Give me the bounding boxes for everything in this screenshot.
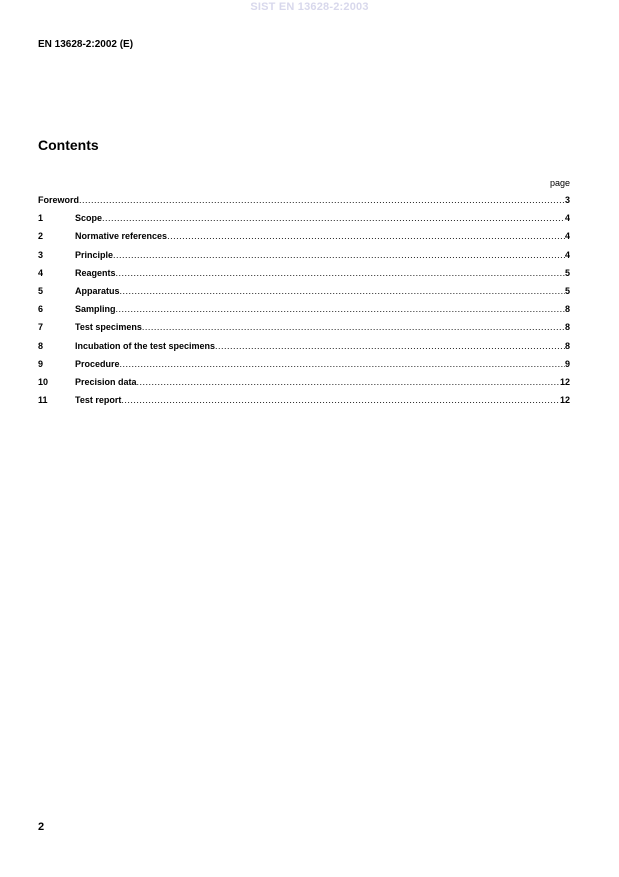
toc-leader-dots	[121, 395, 560, 406]
table-of-contents	[38, 195, 570, 413]
toc-entry-number: 5	[38, 285, 44, 296]
toc-entry-title: Scope	[75, 213, 103, 224]
contents-heading: Contents	[38, 137, 99, 153]
toc-entry-procedure[interactable]	[38, 359, 570, 377]
toc-entry-page: 4	[564, 231, 570, 242]
toc-entry-foreword[interactable]	[38, 195, 570, 213]
toc-leader-dots	[113, 250, 565, 261]
toc-entry-page: 5	[564, 267, 570, 278]
toc-entry-number: 3	[38, 249, 44, 260]
toc-entry-title: Incubation of the test specimens	[75, 340, 216, 351]
toc-entry-principle[interactable]	[38, 250, 570, 268]
toc-entry-number: 10	[38, 376, 49, 387]
toc-leader-dots	[137, 377, 560, 388]
toc-leader-dots	[120, 359, 565, 370]
toc-leader-dots	[142, 322, 565, 333]
toc-entry-apparatus[interactable]	[38, 286, 570, 304]
toc-entry-title: Procedure	[75, 358, 120, 369]
toc-entry-number: 1	[38, 213, 44, 224]
toc-entry-title: Test report	[75, 395, 122, 406]
toc-entry-number: 4	[38, 267, 44, 278]
toc-entry-normative-references[interactable]	[38, 231, 570, 249]
toc-entry-page: 4	[564, 249, 570, 260]
toc-entry-title: Principle	[75, 249, 114, 260]
toc-entry-page: 9	[564, 358, 570, 369]
toc-entry-page: 12	[559, 395, 570, 406]
toc-entry-title: Test specimens	[75, 322, 142, 333]
toc-leader-dots	[116, 268, 565, 279]
toc-entry-page: 12	[559, 376, 570, 387]
toc-entry-reagents[interactable]	[38, 268, 570, 286]
watermark-text: SIST EN 13628-2:2003	[250, 1, 369, 13]
toc-entry-page: 8	[564, 340, 570, 351]
toc-entry-number: 7	[38, 322, 44, 333]
toc-entry-test-specimens[interactable]	[38, 322, 570, 340]
toc-entry-page: 3	[564, 195, 570, 205]
toc-entry-number: 8	[38, 340, 44, 351]
toc-entry-title: Foreword	[38, 195, 80, 205]
toc-entry-incubation[interactable]	[38, 341, 570, 359]
toc-leader-dots	[167, 231, 565, 242]
document-id: EN 13628-2:2002 (E)	[38, 39, 134, 50]
toc-entry-title: Reagents	[75, 267, 116, 278]
toc-entry-scope[interactable]	[38, 213, 570, 231]
toc-entry-page: 8	[564, 322, 570, 333]
toc-entry-number: 2	[38, 231, 44, 242]
toc-entry-page: 8	[564, 304, 570, 315]
toc-leader-dots	[120, 286, 565, 297]
toc-leader-dots	[79, 195, 565, 206]
toc-entry-sampling[interactable]	[38, 304, 570, 322]
toc-entry-title: Apparatus	[75, 285, 120, 296]
toc-entry-title: Sampling	[75, 304, 116, 315]
toc-entry-number: 11	[38, 395, 48, 406]
page-number: 2	[38, 821, 45, 833]
page-column-label: page	[549, 178, 570, 188]
toc-entry-test-report[interactable]	[38, 395, 570, 413]
toc-leader-dots	[116, 304, 565, 315]
toc-entry-page: 5	[564, 285, 570, 296]
toc-leader-dots	[215, 341, 565, 352]
toc-entry-number: 6	[38, 304, 44, 315]
toc-entry-title: Precision data	[75, 376, 137, 387]
toc-entry-page: 4	[564, 213, 570, 224]
toc-entry-title: Normative references	[75, 231, 168, 242]
toc-entry-number: 9	[38, 358, 44, 369]
toc-entry-precision-data[interactable]	[38, 377, 570, 395]
toc-leader-dots	[102, 213, 565, 224]
